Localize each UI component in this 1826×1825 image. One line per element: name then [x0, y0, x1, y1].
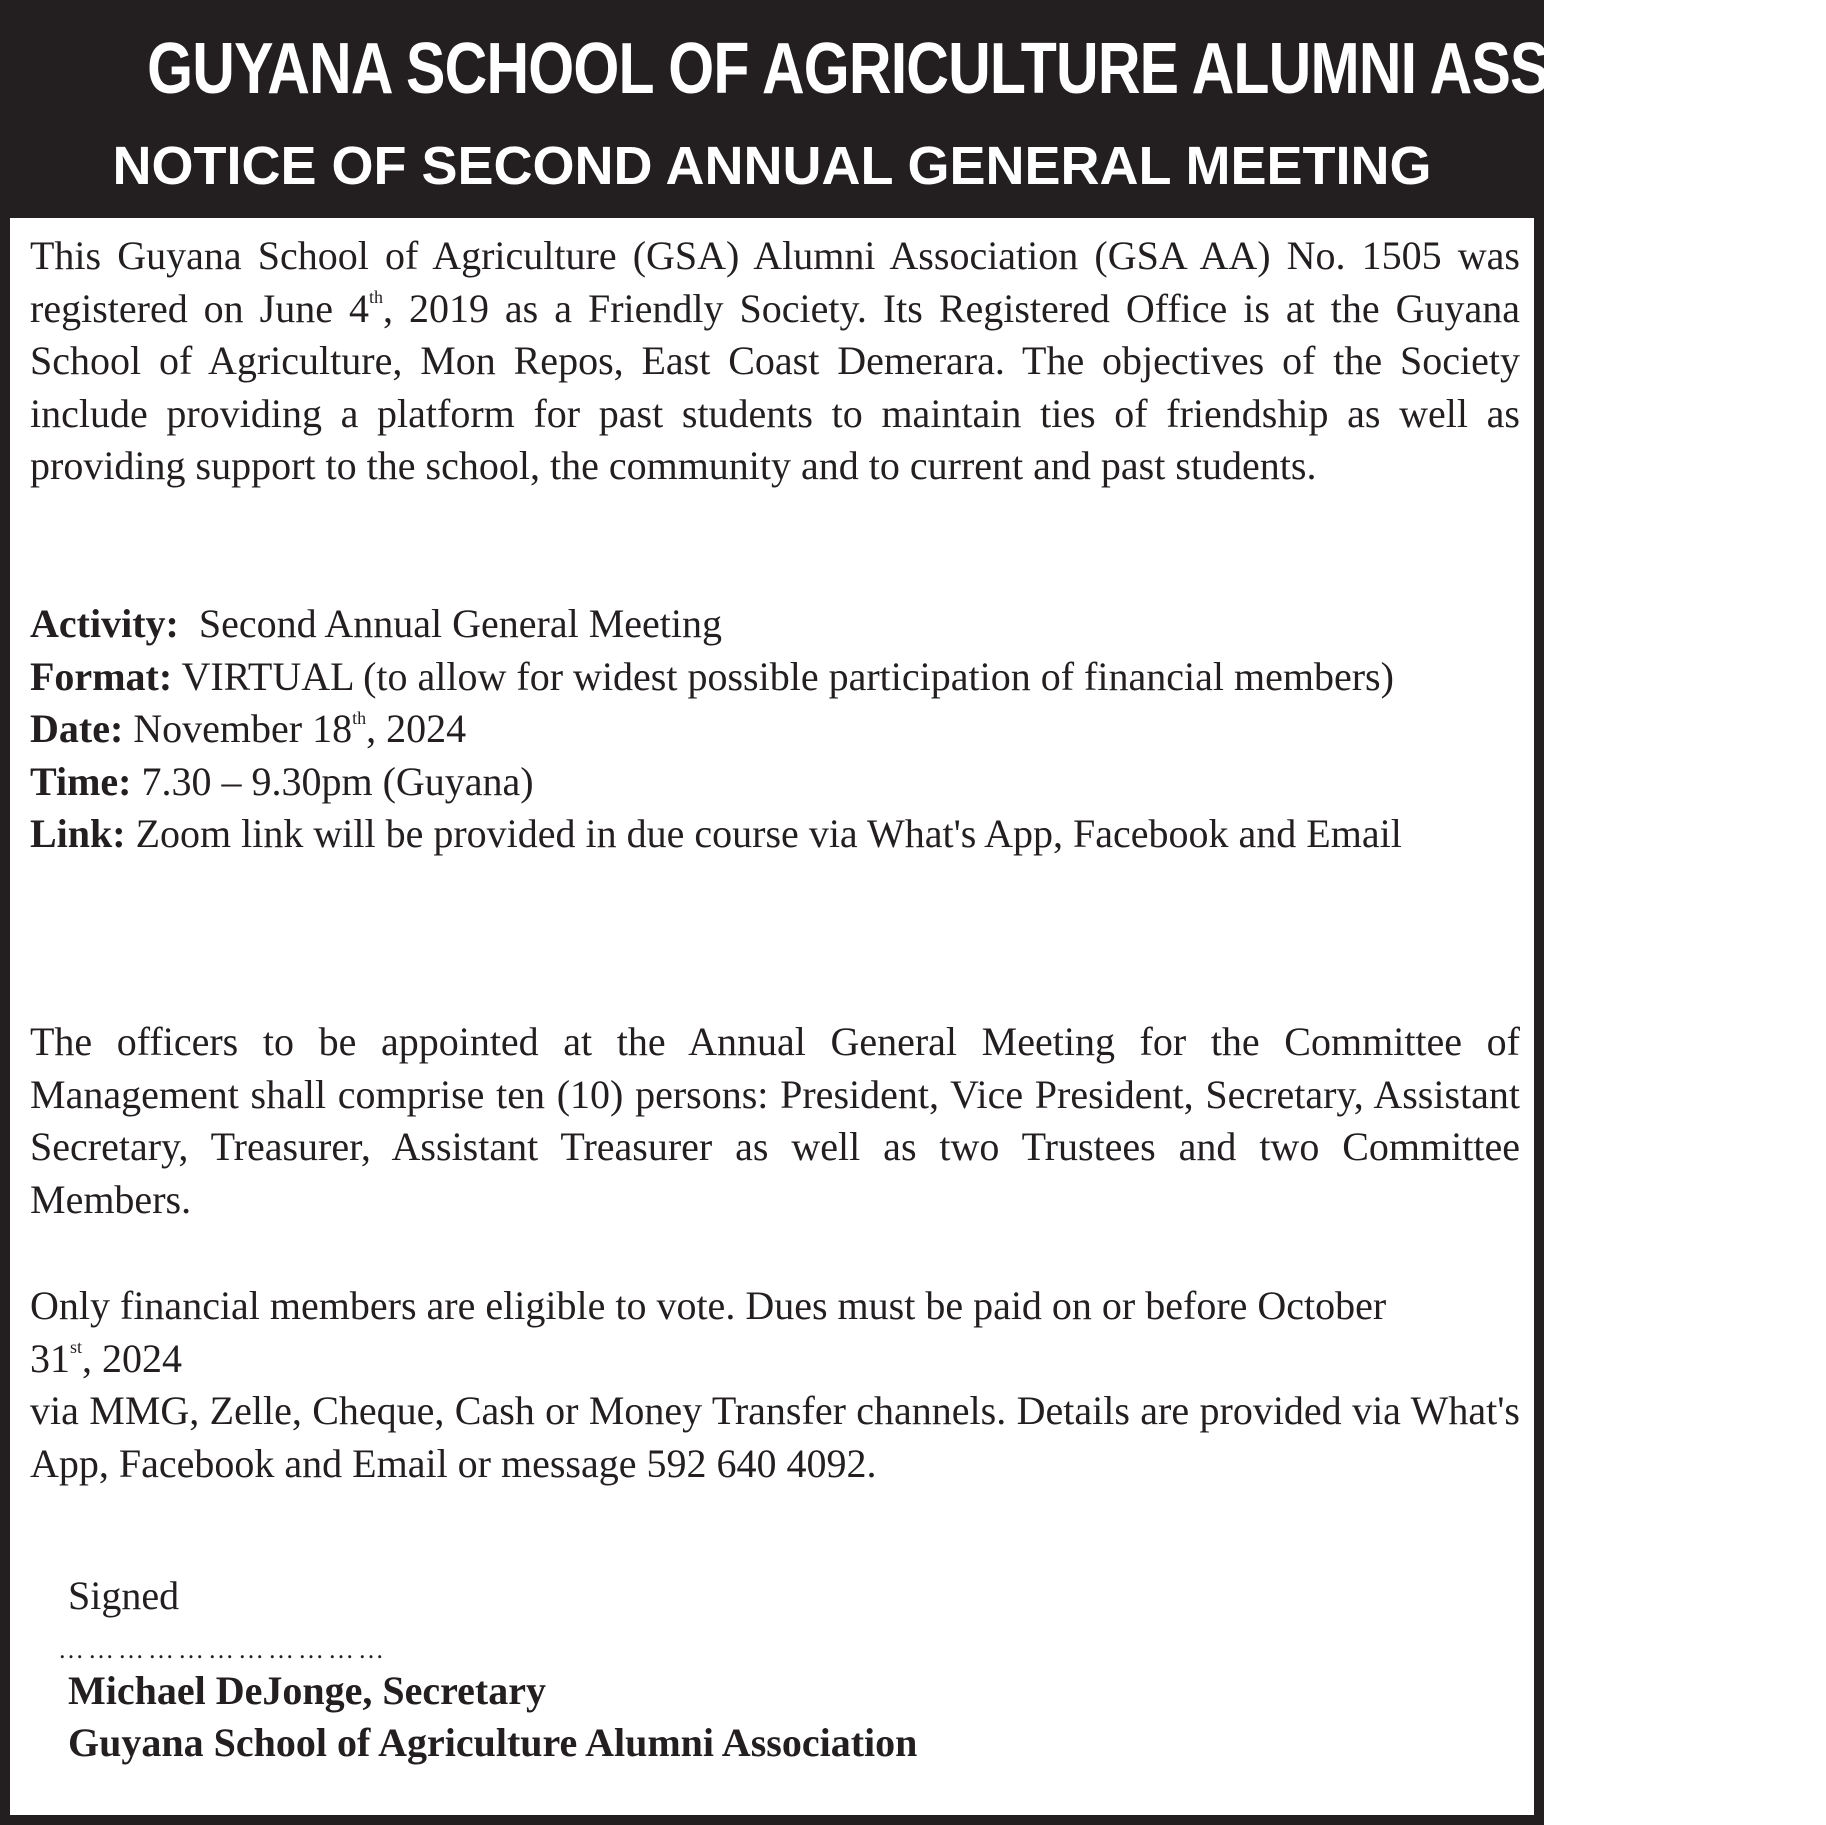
- intro-text-part1: This Guyana School of Agriculture (GSA) Alumni Association (GSA AA) No. 1505 was registered on June 4: [30, 233, 1520, 331]
- date-value-part2: , 2024: [366, 706, 467, 751]
- format-label: Format:: [30, 653, 173, 699]
- meeting-details: [30, 598, 1520, 861]
- dues-date-part2: , 2024: [82, 1335, 183, 1381]
- detail-format: [30, 651, 1520, 704]
- dues-paragraph: [30, 1280, 1520, 1490]
- time-value: 7.30 – 9.30pm (Guyana): [141, 758, 534, 804]
- detail-link: [30, 808, 1520, 861]
- detail-date: [30, 703, 1520, 756]
- signatory-name: Michael DeJonge, Secretary: [68, 1667, 546, 1713]
- dues-date-part1: 31: [30, 1335, 70, 1381]
- format-value: VIRTUAL (to allow for widest possible participation of financial members): [181, 653, 1394, 699]
- signatory-organization: Guyana School of Agriculture Alumni Association: [68, 1720, 918, 1765]
- date-superscript: th: [352, 707, 367, 728]
- date-value-part1: November 18: [133, 706, 353, 751]
- dues-date-superscript: st: [70, 1337, 83, 1358]
- intro-superscript: th: [368, 287, 383, 308]
- dues-line-1: Only financial members are eligible to vote. Dues must be paid on or before October: [30, 1283, 1387, 1328]
- dues-line-3: via MMG, Zelle, Cheque, Cash or Money Transfer channels. Details are provided via What's App, Facebook and Email or message 592 640 4092.: [30, 1388, 1520, 1486]
- officers-paragraph: The officers to be appointed at the Annual General Meeting for the Committee of Management shall comprise ten (10) persons: President, Vice President, Secretary, Assistant Secretary, Treasurer, Assistant Treasurer as well as two Trustees and two Committee Members.: [30, 1019, 1520, 1222]
- signature-block: [58, 1570, 1258, 1770]
- intro-text-part2: , 2019 as a Friendly Society. Its Registered Office is at the Guyana School of Agriculture, Mon Repos, East Coast Demerara. The objectives of the Society include providing a platform for past students to maintain ties of friendship as well as providing support to the school, the community and to current and past students.: [30, 285, 1520, 488]
- signature-dotted-line: ……………………………: [58, 1634, 388, 1664]
- header-subtitle: NOTICE OF SECOND ANNUAL GENERAL MEETING: [112, 136, 1432, 196]
- link-label: Link:: [30, 811, 126, 856]
- signed-label: Signed: [68, 1573, 180, 1618]
- detail-activity: [30, 598, 1520, 651]
- header-title: GUYANA SCHOOL OF AGRICULTURE ALUMNI ASSOCIATION: [147, 29, 1826, 109]
- detail-time: [30, 756, 1520, 809]
- time-label: Time:: [30, 758, 132, 804]
- intro-paragraph: [30, 230, 1520, 493]
- header-banner: [10, 10, 1826, 218]
- date-label: Date:: [30, 706, 124, 751]
- activity-label: Activity:: [30, 601, 179, 646]
- link-value: Zoom link will be provided in due course via What's App, Facebook and Email: [135, 811, 1402, 856]
- dues-line-2: [30, 1333, 1520, 1386]
- activity-value: Second Annual General Meeting: [198, 601, 723, 646]
